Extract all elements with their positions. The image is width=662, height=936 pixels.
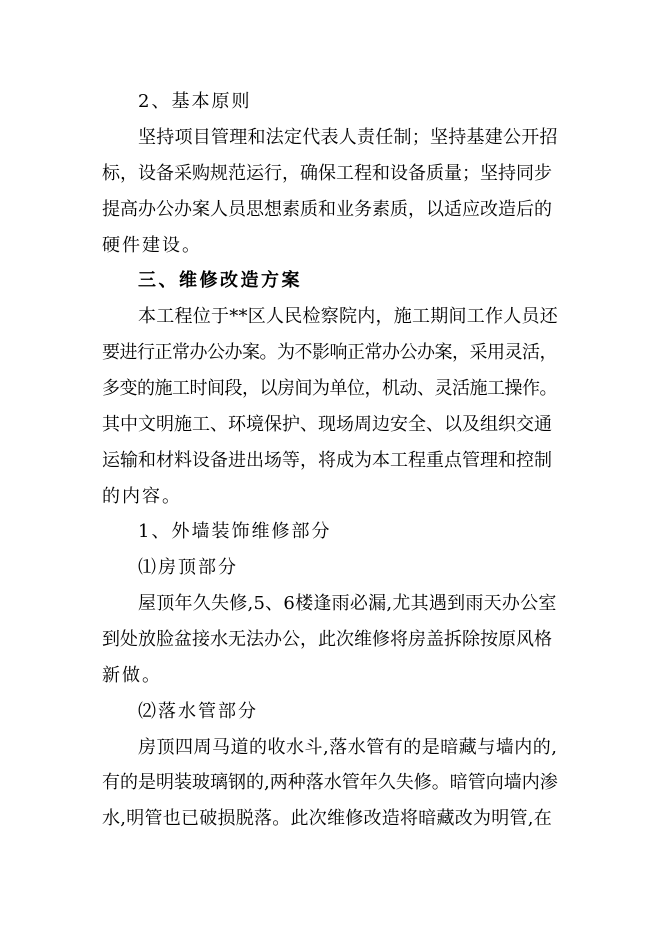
paragraph-line: 运输和材料设备进出场等，将成为本工程重点管理和控制: [102, 450, 552, 471]
paragraph-line: 到处放脸盆接水无法办公，此次维修将房盖拆除按原风格: [102, 629, 552, 650]
paragraph-line: 新做。: [102, 665, 162, 686]
subsection-heading-exterior-wall: 1、外墙装饰维修部分: [138, 521, 332, 542]
paragraph-line: 坚持项目管理和法定代表人责任制；坚持基建公开招: [138, 127, 558, 148]
paragraph-line: 的内容。: [102, 486, 182, 507]
paragraph-line: 房顶四周马道的收水斗,落水管有的是暗藏与墙内的,: [138, 737, 558, 758]
paragraph-line: 多变的施工时间段，以房间为单位，机动、灵活施工操作。: [102, 378, 557, 399]
paragraph-line: 屋顶年久失修,5、6楼逢雨必漏,尤其遇到雨天办公室: [138, 593, 557, 614]
paragraph-line: 有的是明装玻璃钢的,两种落水管年久失修。暗管向墙内渗: [102, 772, 558, 793]
paragraph-line: 水,明管也已破损脱落。此次维修改造将暗藏改为明管,在: [102, 808, 552, 829]
section-heading-renovation-plan: 三、维修改造方案: [138, 270, 302, 291]
paragraph-line: 其中文明施工、环境保护、现场周边安全、以及组织交通: [102, 414, 552, 435]
paragraph-line: 本工程位于**区人民检察院内，施工期间工作人员还: [138, 306, 558, 327]
paragraph-line: 标，设备采购规范运行，确保工程和设备质量；坚持同步: [102, 163, 552, 184]
section-heading-basic-principles: 2、基本原则: [138, 91, 252, 112]
paragraph-line: 硬件建设。: [102, 235, 202, 256]
paragraph-line: 提高办公办案人员思想素质和业务素质，以适应改造后的: [102, 199, 552, 220]
paragraph-line: 要进行正常办公办案。为不影响正常办公办案，采用灵活，: [102, 342, 557, 363]
item-heading-downpipe: ⑵落水管部分: [138, 701, 258, 722]
item-heading-roof: ⑴房顶部分: [138, 557, 238, 578]
